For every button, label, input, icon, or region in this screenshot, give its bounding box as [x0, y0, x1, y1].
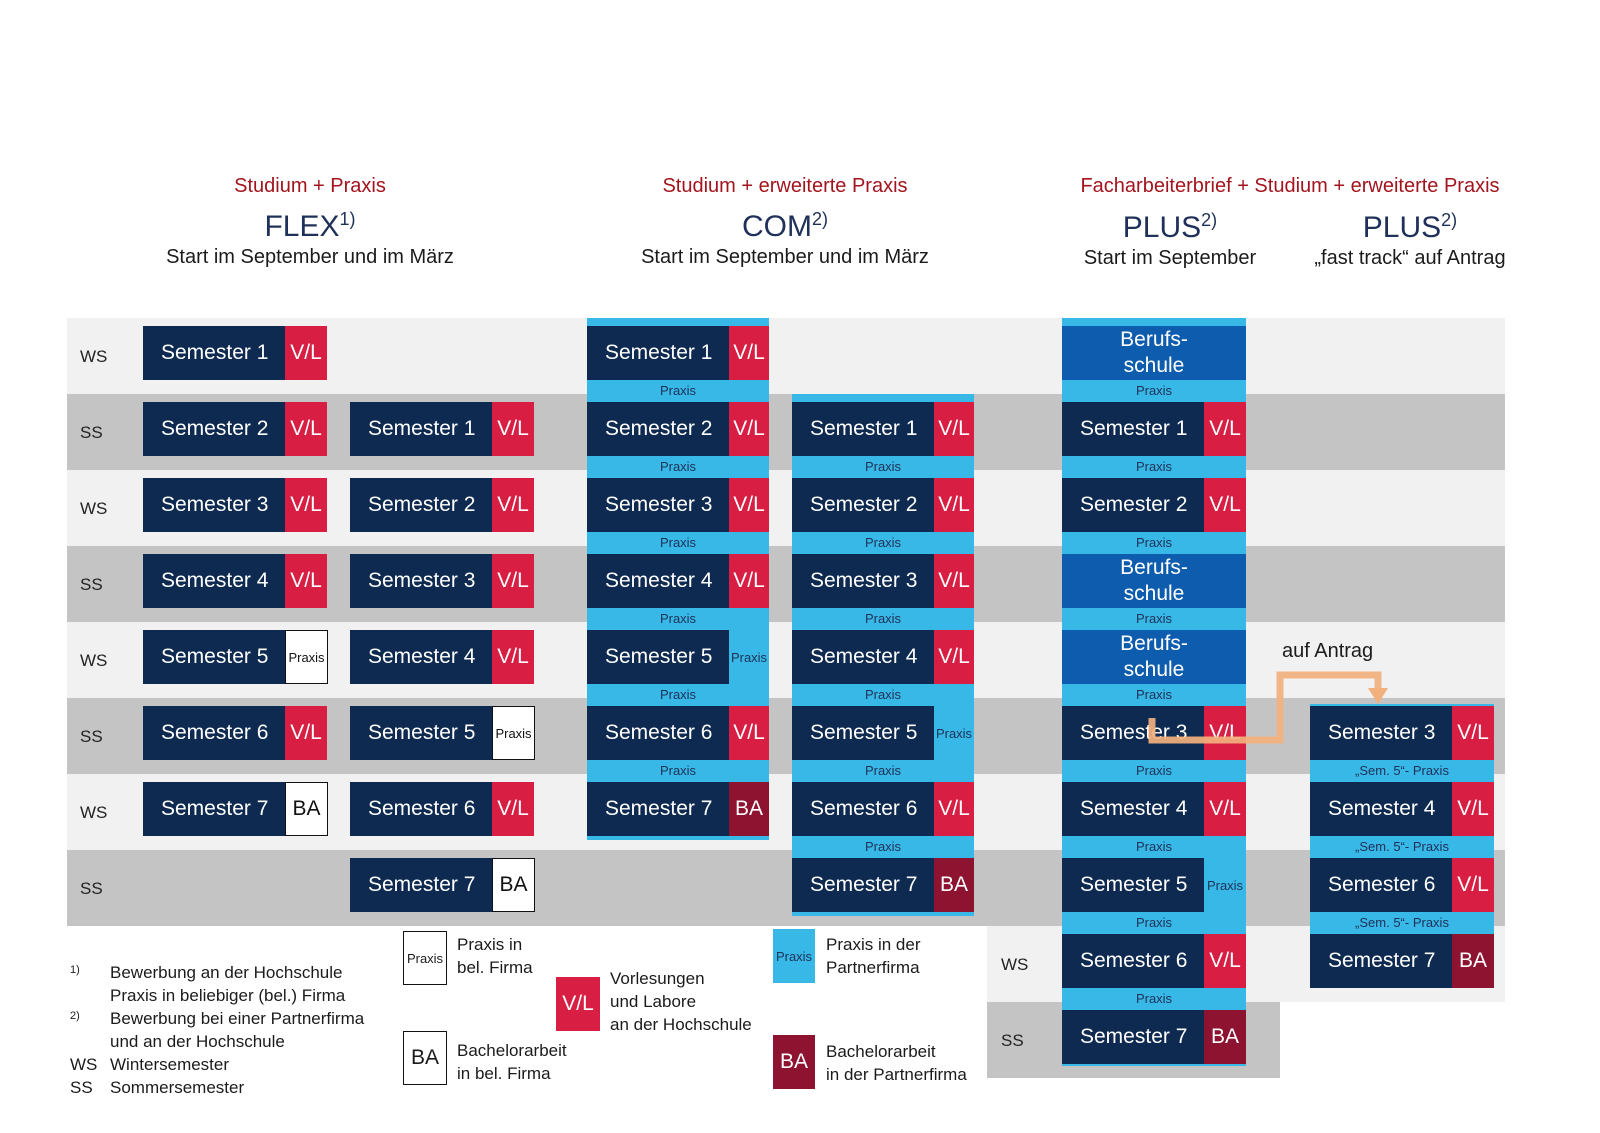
com-header	[615, 175, 955, 269]
legend-ba-dark-text: Bachelorarbeit in der Partnerfirma	[826, 1042, 967, 1084]
praxis-label: Praxis	[659, 535, 697, 550]
berufsschule-block: Berufs- schule	[1062, 630, 1246, 684]
praxis-label: Praxis	[659, 763, 697, 778]
vl-tag: V/L	[1204, 782, 1246, 836]
vl-tag: V/L	[729, 478, 769, 532]
flex-subtitle: Studium + Praxis	[234, 175, 386, 197]
legend-vl-swatch: V/L	[556, 977, 600, 1031]
term-label: WS	[80, 651, 108, 670]
semester-block: Semester 6	[1310, 858, 1452, 912]
legend-praxis-white-text: Praxis in bel. Firma	[457, 935, 533, 977]
semester-block: Semester 1	[792, 402, 934, 456]
semester-block: Semester 3	[1310, 706, 1452, 760]
vl-tag: V/L	[492, 554, 534, 608]
semester-block: Semester 2	[143, 402, 285, 456]
semester-block: Semester 7	[792, 858, 934, 912]
vl-tag: V/L	[1452, 782, 1494, 836]
legend-ba-white-swatch: BA	[403, 1031, 447, 1085]
semester-block: Semester 1	[350, 402, 492, 456]
ba-tag: BA	[492, 858, 535, 912]
berufsschule-block: Berufs- schule	[1062, 554, 1246, 608]
legend-ba-dark-swatch: BA	[773, 1035, 815, 1089]
semester-block: Semester 5	[792, 706, 934, 760]
vl-tag: V/L	[285, 478, 327, 532]
vl-tag: V/L	[1204, 478, 1246, 532]
semester-block: Semester 7	[1310, 934, 1452, 988]
semester-block: Semester 4	[143, 554, 285, 608]
footnote-1-text: Bewerbung an der Hochschule Praxis in beliebiger (bel.) Firma	[110, 963, 346, 1005]
plus-subtitle: Facharbeiterbrief + Studium + erweiterte Praxis	[1080, 175, 1500, 197]
sem5-praxis-label: „Sem. 5“- Praxis	[1355, 763, 1449, 778]
praxis-label: Praxis	[864, 839, 902, 854]
semester-block: Semester 3	[1062, 706, 1204, 760]
auf-antrag-label: auf Antrag	[1282, 640, 1374, 662]
semester-block: Semester 1	[587, 326, 729, 380]
praxis-label: Praxis	[864, 459, 902, 474]
berufsschule-block: Berufs- schule	[1062, 326, 1246, 380]
legend-ba-white-text: Bachelorarbeit in bel. Firma	[457, 1041, 567, 1083]
vl-tag: V/L	[285, 326, 327, 380]
semester-block: Semester 7	[350, 858, 492, 912]
semester-block: Semester 2	[587, 402, 729, 456]
term-label: SS	[80, 575, 103, 594]
semester-block: Semester 6	[587, 706, 729, 760]
praxis-label: Praxis	[659, 383, 697, 398]
praxis-label: Praxis	[864, 687, 902, 702]
ss-abbr: SS	[70, 1078, 93, 1097]
praxis-label: Praxis	[864, 763, 902, 778]
semester-block: Semester 2	[792, 478, 934, 532]
vl-tag: V/L	[934, 554, 974, 608]
com-title: COM$^{2)}$	[741, 209, 828, 243]
ss-full: Sommersemester	[110, 1078, 245, 1097]
semester-block: Semester 1	[143, 326, 285, 380]
semester-block: Semester 2	[1062, 478, 1204, 532]
semester-block: Semester 3	[792, 554, 934, 608]
ba-tag: BA	[1204, 1010, 1246, 1064]
plus-header	[1050, 203, 1290, 270]
term-label: SS	[80, 727, 103, 746]
vl-tag: V/L	[934, 402, 974, 456]
footnote-2-text: Bewerbung bei einer Partnerfirma und an der Hochschule	[110, 1009, 365, 1051]
vl-tag: V/L	[1204, 706, 1246, 760]
praxis-label: Praxis	[1135, 763, 1173, 778]
term-label: WS	[80, 803, 108, 822]
praxis-tag: Praxis	[729, 630, 769, 684]
plus-fast-header	[1290, 203, 1530, 270]
praxis-tag: Praxis	[285, 630, 328, 684]
praxis-label: Praxis	[1135, 839, 1173, 854]
praxis-label: Praxis	[1135, 991, 1173, 1006]
term-label: WS	[1001, 955, 1029, 974]
vl-tag: V/L	[285, 402, 327, 456]
vl-tag: V/L	[1204, 934, 1246, 988]
plus-title: PLUS$^{2)}$	[1122, 210, 1218, 244]
semester-block: Semester 5	[350, 706, 492, 760]
semester-block: Semester 3	[587, 478, 729, 532]
plus-fast-title: PLUS$^{2)}$	[1362, 210, 1458, 244]
vl-tag: V/L	[729, 554, 769, 608]
praxis-label: Praxis	[1135, 687, 1173, 702]
flex-start: Start im September und im März	[166, 246, 454, 268]
vl-tag: V/L	[285, 554, 327, 608]
semester-block: Semester 1	[1062, 402, 1204, 456]
praxis-label: Praxis	[1135, 459, 1173, 474]
ba-tag: BA	[1452, 934, 1494, 988]
semester-block: Semester 3	[143, 478, 285, 532]
semester-block: Semester 3	[350, 554, 492, 608]
sem5-praxis-label: „Sem. 5“- Praxis	[1355, 839, 1449, 854]
vl-tag: V/L	[934, 630, 974, 684]
term-label: WS	[80, 499, 108, 518]
semester-block: Semester 6	[350, 782, 492, 836]
legend-praxis-blue-swatch: Praxis	[773, 929, 815, 983]
semester-block: Semester 4	[350, 630, 492, 684]
praxis-label: Praxis	[1135, 535, 1173, 550]
praxis-tag: Praxis	[492, 706, 535, 760]
vl-tag: V/L	[729, 402, 769, 456]
semester-block: Semester 4	[1310, 782, 1452, 836]
plus-start: Start im September	[1083, 247, 1257, 269]
praxis-tag: Praxis	[1204, 858, 1246, 912]
praxis-label: Praxis	[659, 687, 697, 702]
flex-title: FLEX$^{1)}$	[264, 209, 356, 243]
footnote-1-mark: 1)	[70, 964, 80, 976]
vl-tag: V/L	[729, 326, 769, 380]
praxis-tag: Praxis	[934, 706, 974, 760]
praxis-label: Praxis	[1135, 611, 1173, 626]
vl-tag: V/L	[729, 706, 769, 760]
semester-block: Semester 7	[1062, 1010, 1204, 1064]
semester-block: Semester 6	[143, 706, 285, 760]
semester-block: Semester 7	[587, 782, 729, 836]
praxis-label: Praxis	[864, 535, 902, 550]
vl-tag: V/L	[1452, 858, 1494, 912]
ba-tag: BA	[729, 782, 769, 836]
vl-tag: V/L	[492, 402, 534, 456]
footnote-2-mark: 2)	[70, 1010, 80, 1022]
praxis-label: Praxis	[1135, 915, 1173, 930]
semester-block: Semester 4	[1062, 782, 1204, 836]
praxis-label: Praxis	[659, 611, 697, 626]
ws-abbr: WS	[70, 1055, 98, 1074]
semester-block: Semester 6	[792, 782, 934, 836]
legend-praxis-white-swatch: Praxis	[403, 931, 447, 985]
vl-tag: V/L	[492, 782, 534, 836]
com-start: Start im September und im März	[641, 246, 929, 268]
term-label: SS	[1001, 1031, 1024, 1050]
ba-tag: BA	[285, 782, 328, 836]
semester-block: Semester 6	[1062, 934, 1204, 988]
term-label: SS	[80, 423, 103, 442]
semester-block: Semester 4	[587, 554, 729, 608]
row-band-ss	[67, 850, 1505, 926]
sem5-praxis-label: „Sem. 5“- Praxis	[1355, 915, 1449, 930]
ws-full: Wintersemester	[110, 1055, 230, 1074]
vl-tag: V/L	[934, 478, 974, 532]
vl-tag: V/L	[1452, 706, 1494, 760]
praxis-label: Praxis	[1135, 383, 1173, 398]
vl-tag: V/L	[492, 478, 534, 532]
semester-block: Semester 5	[1062, 858, 1204, 912]
vl-tag: V/L	[934, 782, 974, 836]
term-label: SS	[80, 879, 103, 898]
praxis-label: Praxis	[659, 459, 697, 474]
term-label: WS	[80, 347, 108, 366]
vl-tag: V/L	[285, 706, 327, 760]
semester-block: Semester 7	[143, 782, 285, 836]
legend-praxis-blue-text: Praxis in der Partnerfirma	[826, 935, 921, 977]
praxis-label: Praxis	[864, 611, 902, 626]
vl-tag: V/L	[1204, 402, 1246, 456]
semester-block: Semester 4	[792, 630, 934, 684]
ba-tag: BA	[934, 858, 974, 912]
vl-tag: V/L	[492, 630, 534, 684]
plus-fast-start: „fast track“ auf Antrag	[1314, 247, 1506, 269]
semester-block: Semester 2	[350, 478, 492, 532]
flex-header	[140, 175, 480, 269]
com-subtitle: Studium + erweiterte Praxis	[662, 175, 908, 197]
semester-block: Semester 5	[587, 630, 729, 684]
legend-vl-text: Vorlesungen und Labore an der Hochschule	[610, 969, 752, 1034]
semester-block: Semester 5	[143, 630, 285, 684]
